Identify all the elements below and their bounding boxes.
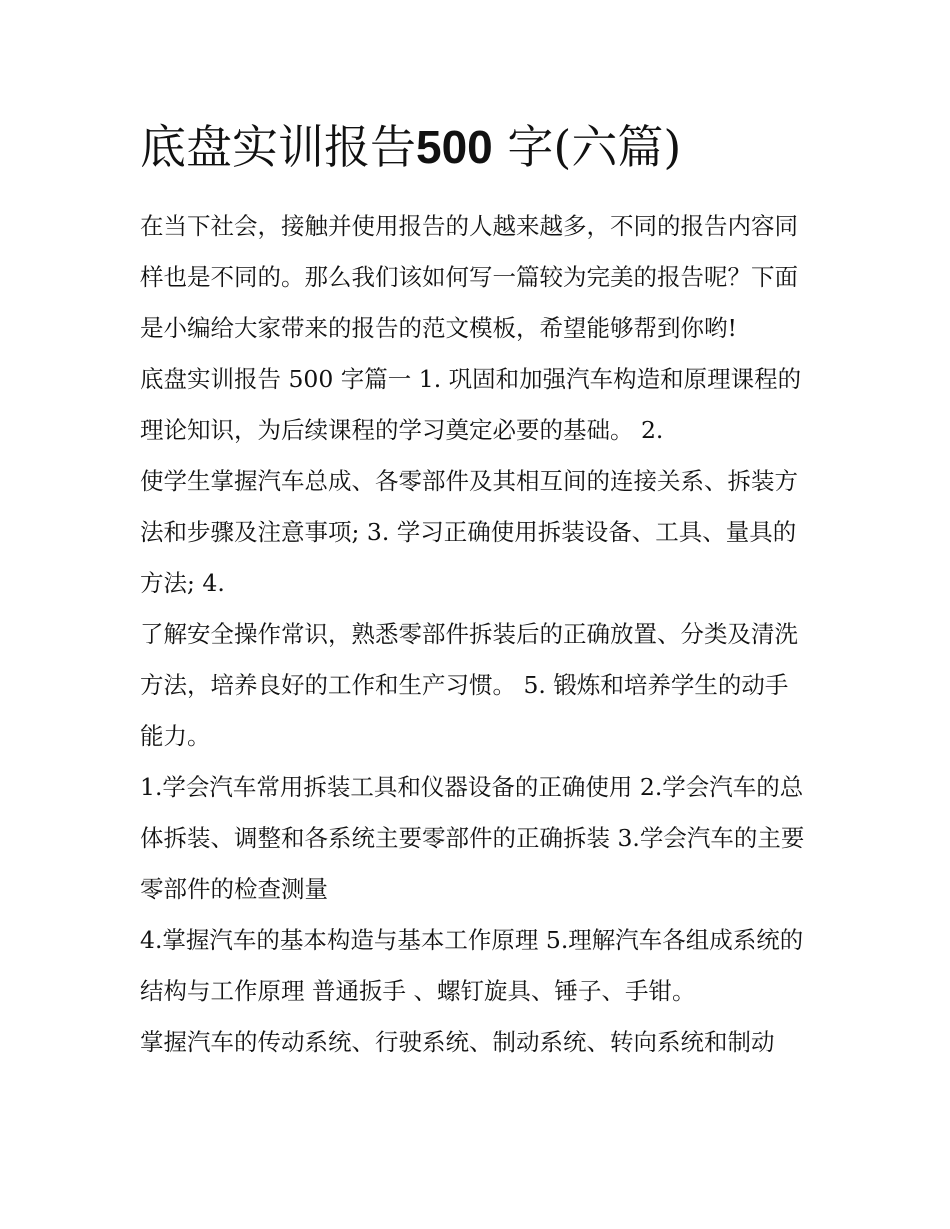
title-suffix: 字(六篇) — [492, 120, 682, 174]
title-number: 500 — [416, 121, 493, 173]
paragraph-list — [140, 201, 810, 1068]
paragraph-section-one-goal-1: 底盘实训报告 500 字篇一 1. 巩固和加强汽车构造和原理课程的理论知识，为后续课程的学习奠定必要的基础。 2. — [140, 365, 802, 444]
paragraph-goal-4-5: 了解安全操作常识，熟悉零部件拆装后的正确放置、分类及清洗方法，培养良好的工作和生产习惯。 5. 锻炼和培养学生的动手能力。 — [140, 620, 798, 750]
paragraph-skills-4-5-tools: 4.掌握汽车的基本构造与基本工作原理 5.理解汽车各组成系统的结构与工作原理 普通扳手 、螺钉旋具、锤子、手钳。 — [140, 926, 804, 1005]
document-title — [140, 118, 810, 176]
intro-paragraph: 在当下社会，接触并使用报告的人越来越多，不同的报告内容同样也是不同的。那么我们该如何写一篇较为完美的报告呢？下面是小编给大家带来的报告的范文模板，希望能够帮到你哟! — [140, 212, 798, 342]
title-prefix: 底盘实训报告 — [140, 120, 416, 174]
paragraph-skills-1-3: 1.学会汽车常用拆装工具和仪器设备的正确使用 2.学会汽车的总体拆装、调整和各系统主要零部件的正确拆装 3.学会汽车的主要零部件的检查测量 — [140, 773, 805, 903]
paragraph-goal-2-3: 使学生掌握汽车总成、各零部件及其相互间的连接关系、拆装方法和步骤及注意事项; 3. 学习正确使用拆装设备、工具、量具的方法; 4. — [140, 467, 798, 597]
document-body — [140, 118, 810, 1068]
paragraph-systems: 掌握汽车的传动系统、行驶系统、制动系统、转向系统和制动 — [140, 1028, 775, 1056]
